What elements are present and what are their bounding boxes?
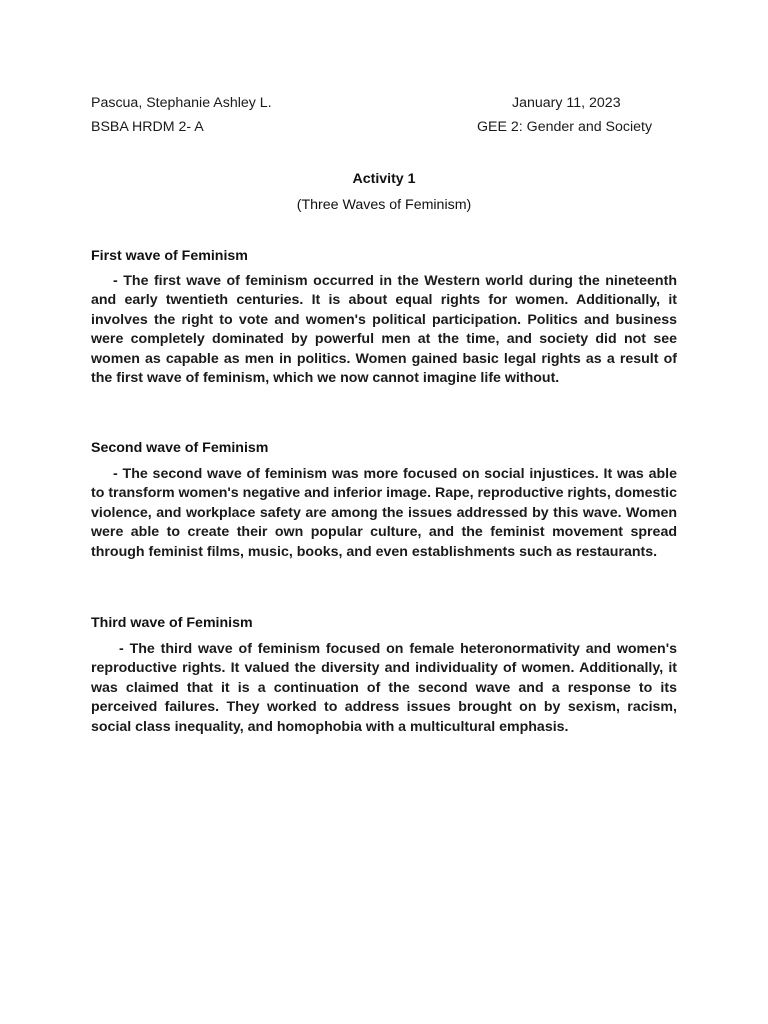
section-body-second-wave [91, 465, 677, 562]
section-body-third-wave [91, 640, 677, 737]
activity-subtitle: (Three Waves of Feminism) [296, 197, 472, 213]
section-heading-second-wave: Second wave of Feminism [91, 440, 269, 456]
subject-name: GEE 2: Gender and Society [477, 119, 653, 135]
section-heading-third-wave: Third wave of Feminism [91, 615, 253, 631]
section-text-second-wave: - The second wave of feminism was more focused on social injustices. It was able to transform women's negative and inferior image. Rape, reproductive rights, domestic violence, and workplace safety are among the issues addressed by this wave. Women were able to create their own popular culture, and the feminist movement spread through feminist films, music, books, and even establishments such as restaurants. [91, 466, 677, 560]
section-text-third-wave: - The third wave of feminism focused on female heteronormativity and women's reproductive rights. It valued the diversity and individuality of women. Additionally, it was claimed that it is a continuation of the second wave and a response to its perceived failures. They worked to address issues brought on by sexism, racism, social class inequality, and homophobia with a multicultural emphasis. [91, 641, 677, 735]
submission-date: January 11, 2023 [512, 95, 621, 111]
student-name: Pascua, Stephanie Ashley L. [91, 95, 272, 111]
course-section: BSBA HRDM 2- A [91, 119, 204, 135]
section-text-first-wave: - The first wave of feminism occurred in the Western world during the nineteenth and early twentieth centuries. It is about equal rights for women. Additionally, it involves the right to vote and women's political participation. Politics and business were completely dominated by powerful men at the time, and society did not see women as capable as men in politics. Women gained basic legal rights as a result of the first wave of feminism, which we now cannot imagine life without. [91, 273, 677, 387]
section-heading-first-wave: First wave of Feminism [91, 248, 248, 264]
activity-title: Activity 1 [352, 171, 416, 187]
section-body-first-wave [91, 272, 677, 388]
document-page [91, 0, 677, 1024]
